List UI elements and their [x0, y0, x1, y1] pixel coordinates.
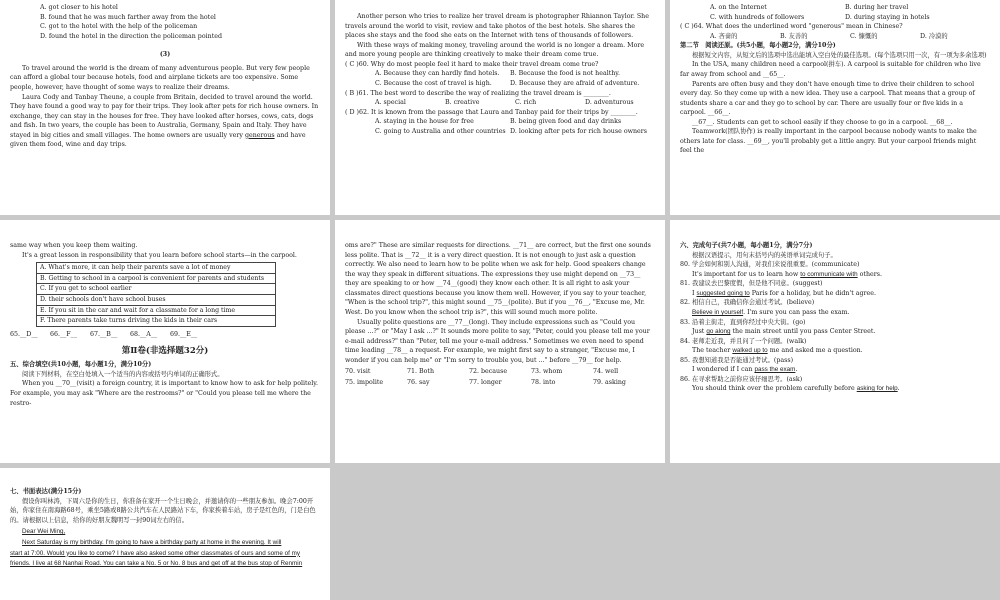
- paragraph: Laura Cody and Tanbay Theune, a couple from Britain, decided to travel around the world. They have found a good way to pay for their trips. They look after pets for rich house owners. In exchange, they can stay in the houses for free. They have looked after horses, cows, cats, dogs and fish. In two years, the couple has been to Australia, Germany, Spain and Italy. They have stayed in big cities and small villages. The home owners are usually very generous and have given them food, wine and day trips.: [10, 93, 319, 149]
- answer: 67.__B__: [90, 330, 118, 338]
- essay-line: Next Saturday is my birthday. I'm going to have a birthday party at home in the evening. It will: [22, 538, 282, 546]
- page-7: [0, 468, 330, 600]
- paragraph: In the USA, many children need a carpool(拼车). A carpool is suitable for children who live far away from school and __65__.: [680, 61, 981, 78]
- filled-answer: go along: [706, 328, 731, 336]
- paragraph: With these ways of making money, traveling around the world is no longer a dream. More and more young people are thinking creatively to make their dream come true.: [345, 41, 645, 59]
- filled-answer: pass the exam: [754, 366, 796, 374]
- question-64: ( C )64. What does the underlined word "generous" mean in Chinese?: [680, 23, 903, 31]
- page-6: [670, 220, 1000, 463]
- page-2: [335, 0, 665, 215]
- answer: 70. visit: [345, 368, 371, 376]
- answer: 78. into: [531, 379, 556, 387]
- paragraph: When you __70__(visit) a foreign country, it is important to know how to ask for help politely. For example, you may ask "Where are the restrooms?" or "Could you please tell me where the restro-: [10, 380, 319, 407]
- section-heading: 第二节 阅读还原。(共5小题，每小题2分，满分10分): [680, 42, 836, 50]
- section-heading: 六、完成句子(共7小题，每小题1分，满分7分): [680, 242, 813, 249]
- answer: 65.__D__: [10, 330, 38, 338]
- instructions: 根据汉语提示，用句末括号内的英语单词完成句子。: [692, 251, 837, 259]
- answer-row: [10, 330, 320, 340]
- part-title: 第Ⅱ卷(非选择题32分): [121, 346, 209, 357]
- answer: 72. because: [469, 368, 508, 376]
- paragraph: To travel around the world is the dream of many adventurous people. But very few people can afford a global tour because hotels, food and airplane tickets are too expensive. Some people, however, have thought of some ways to realize their dreams.: [10, 64, 310, 91]
- writing-prompt: 假设你叫林涛，下周六是你的生日，你准备在家开一个生日晚会，并邀请你的一些朋友参加。晚会7:00开始，你家住在南海路68号，乘坐5路或8路公共汽车在人民路站下车，你家挨着车站，房子是红色的，门是白色的。请根据以上信息，给你的好朋友魏明写一封90词左右的信。: [10, 497, 316, 524]
- paragraph: Usually polite questions are __77__(long). They include expressions such as "Could you please ...?" or "May I ask ...?" It sounds more polite to say, "Peter, could you please tell me your e-mail address?" than "Peter, tell me your e-mail address." Sometimes we even need to spend time leading __78__ a request. For example, we might first say to a stranger, "Excuse me, I wonder if you can help me" or "I'm sorry to trouble you, but ..." before __79__ for help.: [345, 318, 650, 364]
- answer-grid: [345, 367, 655, 388]
- options-60: A. Because they can hardly find hotels. B. Because the food is not healthy.: [375, 70, 621, 78]
- question-61: ( B )61. The best word to describe the way of realizing the travel dream is ________.: [345, 89, 611, 97]
- options-64: A. 吝啬的 B. 友善的 C. 慷慨的 D. 冷漠的: [710, 32, 948, 40]
- answer: 76. say: [407, 379, 430, 387]
- paragraph: Another person who tries to realize her travel dream is photographer Rhiannon Taylor. She travels around the world to visit, review and take photos of the best hotels. She shares the places she stays and the food she eats on the Internet with tens of thousands of followers.: [345, 13, 649, 40]
- options-63: C. with hundreds of followers D. during staying in hotels: [710, 13, 930, 21]
- passage-number: (3): [159, 51, 171, 59]
- answer: 69.__E__: [170, 330, 198, 338]
- item-en: You should think over the problem carefully before asking for help.: [692, 385, 900, 393]
- option: D. their schools don't have school buses: [37, 294, 276, 305]
- options-61: A. special B. creative C. rich D. adventurous: [375, 99, 634, 107]
- item-en: Believe in yourself. I'm sure you can pass the exam.: [692, 308, 850, 316]
- answer: 79. asking: [593, 379, 626, 387]
- question-60: ( C )60. Why do most people feel it hard to make their travel dream come true?: [345, 60, 599, 68]
- section-heading: 五、综合填空(共10小题，每小题1分，满分10分): [10, 361, 152, 369]
- page-3: [670, 0, 1000, 215]
- essay-line: start at 7:00. Would you like to come? I have also asked some other classmates of ours and some of my: [10, 549, 301, 557]
- paragraph: Parents are often busy and they don't have enough time to drive their children to school every day. So they come up with a new idea. They use a carpool. That means that a group of students share a car and they go to school by car. There are usually four or five kids in a carpool. __66__.: [680, 80, 975, 117]
- filled-answer: asking for help: [856, 385, 898, 393]
- item-cn: 80. 学会如何和别人沟通，对我们来说很重要。(communicate): [680, 261, 860, 269]
- paragraph: __67__. Students can get to school easily if they choose to go in a carpool. __68__.: [692, 118, 953, 126]
- option: D. found the hotel in the direction the policeman pointed: [40, 32, 222, 40]
- item-en: I suggested going to Paris for a holiday, but he didn't agree.: [692, 289, 877, 297]
- option: B. Getting to school in a carpool is convenient for parents and students: [37, 273, 276, 284]
- item-en: It's important for us to learn how to communicate with others.: [692, 270, 882, 278]
- item-en: I wondered if I can pass the exam.: [692, 366, 798, 374]
- item-cn: 84. 老师走近我，并且问了一个问题。(walk): [680, 337, 807, 345]
- option: E. If you sit in the car and wait for a classmate for a long time: [37, 305, 276, 316]
- options-60: C. Because the cost of travel is high. D. Because they are afraid of adventure.: [375, 79, 640, 87]
- paragraph: same way when you keep them waiting.: [10, 242, 138, 249]
- instructions: 根据短文内容，从短文后的选项中选出能填入空白处的最佳选项。(每个选项只用一次，有一项为多余选项): [692, 51, 987, 59]
- answer: 73. whom: [531, 368, 563, 376]
- answer: 75. impolite: [345, 379, 384, 387]
- paragraph: oms are?" These are similar requests for directions. __71__ are correct, but the first one sounds less polite. That is __72__ it is a very direct question. It is not enough to just ask a question correctly. We also need to learn how to be polite when we ask for help. Good speakers change the way they speak in different situations. The expressions they use might depend on __73__ they are speaking to or how __74__(good) they know each other. It is all right to ask your classmates direct questions because you know them well. However, if you say to your teacher, "When is the school trip?", this might sound __75__(polite). But if you __76__, "Excuse me, Mr. West. Do you know when the school trip is?", this will sound much more polite.: [345, 242, 651, 316]
- options-62: A. staying in the house for free B. being given food and day drinks: [375, 118, 622, 126]
- options-63: A. on the Internet B. during her travel: [710, 4, 909, 11]
- answer: 66.__F__: [50, 330, 77, 338]
- option: C. If you get to school earlier: [37, 284, 276, 295]
- question-62: ( D )62. It is known from the passage that Laura and Tanbay paid for their trips by ________.: [345, 108, 638, 116]
- paragraph: It's a great lesson in responsibility that you learn before school starts—in the carpool.: [22, 251, 297, 259]
- option: B. found that he was much farther away from the hotel: [40, 13, 216, 21]
- options-62: C. going to Australia and other countries D. looking after pets for rich house owners: [375, 127, 648, 135]
- paragraph: Teamwork(团队协作) is really important in the carpool because nobody wants to make the others late for class. __69__, you'll probably get a little angry. But your carpool friends might feel the: [680, 128, 977, 155]
- item-cn: 85. 我想知道我是否能通过考试。(pass): [680, 356, 794, 364]
- option-list: [10, 3, 320, 41]
- underlined-word: generous: [244, 131, 275, 139]
- option: F. There parents take turns driving the kids in their cars: [37, 316, 276, 327]
- section-heading: 七、书面表达(满分15分): [10, 488, 82, 495]
- item-en: The teacher walked up to me and asked me a question.: [692, 347, 863, 355]
- page-4: [0, 220, 330, 463]
- item-cn: 86. 在寻求帮助之前你应该仔细思考。(ask): [680, 375, 803, 383]
- page-5: [335, 220, 665, 463]
- answer: 74. well: [593, 368, 619, 376]
- item-cn: 82. 相信自己，我确信你会通过考试。(believe): [680, 299, 815, 307]
- essay-greeting: Dear Wei Ming,: [22, 528, 66, 536]
- page-1: [0, 0, 330, 215]
- options-box: [36, 262, 276, 327]
- item-cn: 81. 我建议去巴黎度假，但是他不同意。(suggest): [680, 280, 823, 288]
- answer: 71. Both: [407, 368, 435, 376]
- option: A. got closer to his hotel: [40, 4, 118, 11]
- answer: 77. longer: [469, 379, 502, 387]
- option: C. got to the hotel with the help of the policeman: [40, 23, 198, 31]
- item-en: Just go along the main street until you pass Center Street.: [692, 328, 876, 336]
- item-cn: 83. 沿着主街走，直到你经过中央大街。(go): [680, 318, 806, 326]
- filled-answer: suggested going to: [696, 289, 750, 297]
- filled-answer: to communicate with: [800, 270, 858, 278]
- instructions: 阅读下列材料，在空白处填入一个适当的内容或括号内单词的正确形式。: [22, 370, 224, 378]
- filled-answer: walked up to: [732, 347, 768, 355]
- essay-line: friends. I live at 68 Nanhai Road. You can take a No. 5 or No. 8 bus and get off at the bus stop of Renmin: [10, 560, 303, 568]
- answer: 68.__A__: [130, 330, 158, 338]
- filled-answer: Believe in yourself: [692, 308, 744, 316]
- option: A. What's more, it can help their parents save a lot of money: [37, 263, 276, 274]
